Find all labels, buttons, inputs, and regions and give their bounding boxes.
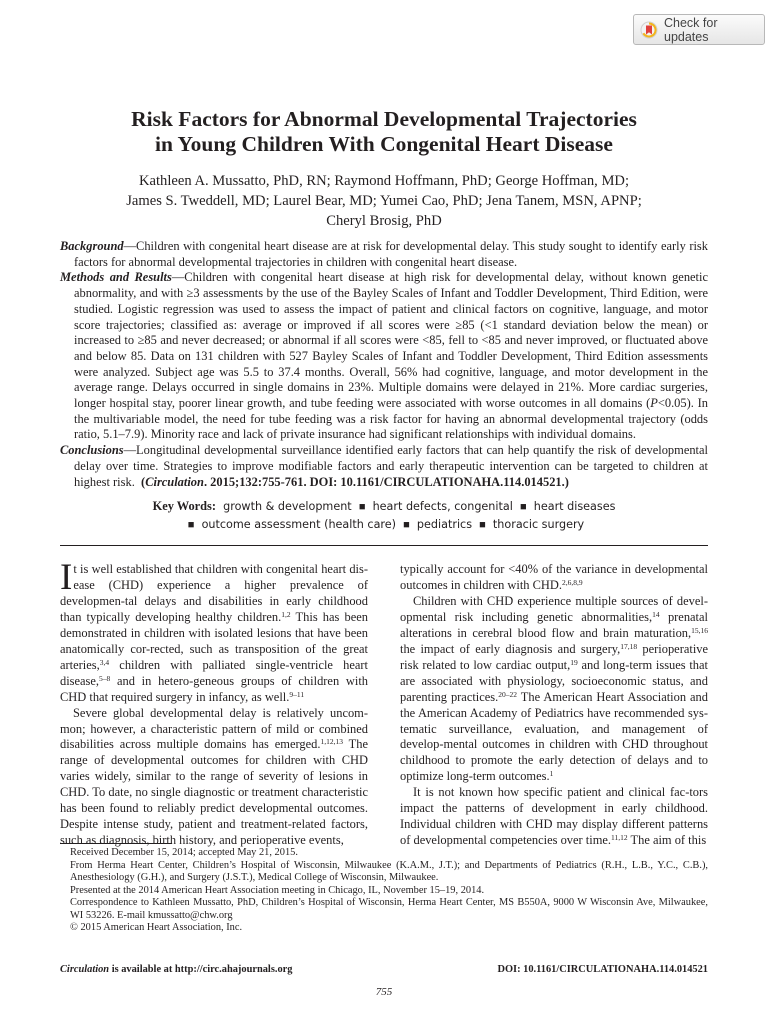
keyword: growth & development [223, 500, 352, 513]
footnotes [60, 847, 708, 935]
body-paragraph: It is well established that children with congenital heart dis-ease (CHD) experience a higher prevalence of developmen-tal delays and disabilities in early childhood than typically developing healthy children.$^{1,2}$ This has been demonstrated in children with isolated lesions that have been anatomically cor-rected, such as transposition of the great arteries,$^{3,4}$ children with palliated single-ventricle heart disease,$^{5-8}$ and in hetero-geneous groups of children with CHD that required surgery in infancy, as well.$^{9-11}$ [60, 557, 368, 704]
key-words-line-2 [60, 516, 708, 534]
bookmark-circle-icon [640, 21, 658, 39]
title-line-2: in Young Children With Congenital Heart Disease [155, 132, 613, 156]
keyword-separator: ■ [519, 501, 527, 513]
author-list [60, 171, 708, 231]
title-line-1: Risk Factors for Abnormal Developmental Trajectories [131, 107, 637, 131]
conclusions-heading: Conclusions [60, 443, 124, 458]
footnote-copyright: © 2015 American Heart Association, Inc. [70, 922, 243, 934]
footnote-presented: Presented at the 2014 American Heart Association meeting in Chicago, IL, November 15–19, 2014. [70, 884, 485, 896]
keyword: heart diseases [533, 500, 616, 513]
keyword-separator: ■ [187, 519, 195, 531]
background-heading: Background [60, 239, 124, 253]
body-paragraph: Severe global developmental delay is relatively uncom-mon; however, a characteristic pattern of mild or combined disabilities across multiple domains has emerged.$^{1,12,13}$ The range of developmental outcomes for children with CHD varies widely, similar to the range of severity of lesions in CHD. To date, no single diagnostic or treatment characteristic has been found to reliably predict developmental outcomes. Despite intense study, patient and treatment-related factors, such as diagnosis, birth history, and perioperative events, [60, 705, 368, 848]
body-paragraph: Children with CHD experience multiple sources of devel-opmental risk including genetic abnormalities,$^{14}$ prenatal alterations in cerebral blood flow and brain maturation,$^{15,16}$ the impact of early diagnosis and surgery,$^{17,18}$ perioperative risk related to low cardiac output,$^{19}$ and long-term issues that are associated with physiology, socioeconomic status, and parenting practices.$^{20-22}$ The American Heart Association and the American Academy of Pediatrics have recommended sys-tematic surveillance, evaluation, and management of develop-mental outcomes in children with CHD throughout childhood to promote the early detection of delays and to optimize long-term outcomes.$^1$ [400, 593, 709, 784]
footnote-divider [60, 843, 172, 844]
footnote-received: Received December 15, 2014; accepted May 21, 2015. [70, 847, 298, 858]
body-paragraph: It is not known how specific patient and clinical fac-tors impact the patterns of development in early childhood. Individual children with CHD may display different patterns of developmental competencies over time.$^{11,12}$ The aim of this [400, 785, 708, 848]
methods-results-heading: Methods and Results [60, 270, 172, 285]
check-for-updates-label: Check for updates [664, 15, 718, 44]
keyword: pediatrics [416, 518, 473, 531]
abstract-conclusions: Conclusions—Longitudinal developmental surveillance identified early factors that can help quantify the risk of developmental delay over time. Strategies to improve modifiable factors and early therapeutic intervention can be targeted to children at highest risk. (Circulation. 2015;132:755-761. DOI: 10.1161/CIRCULATIONAHA.114.014521.) [60, 443, 708, 489]
article-title [60, 107, 708, 157]
keyword-separator: ■ [403, 519, 410, 531]
body-paragraph: typically account for <40% of the variance in developmental outcomes in children with CHD.$^{2,6,8,9}$ [400, 562, 708, 592]
keyword-separator: ■ [358, 501, 366, 513]
author-line-3: Cheryl Brosig, PhD [326, 213, 442, 229]
keyword: thoracic surgery [492, 518, 585, 531]
keyword: heart defects, congenital [372, 500, 513, 513]
author-line-1: Kathleen A. Mussatto, PhD, RN; Raymond Hoffmann, PhD; George Hoffman, MD; [138, 173, 630, 189]
citation: (Circulation. 2015;132:755-761. DOI: 10.1161/CIRCULATIONAHA.114.014521.) [141, 474, 569, 489]
section-divider [60, 545, 708, 546]
abstract-background: Background—Children with congenital heart disease are at risk for developmental delay. This study sought to identify early risk factors for abnormal developmental trajectories in children with congenital heart disease. [60, 239, 708, 269]
keyword-separator: ■ [479, 519, 486, 531]
body-column-left [60, 557, 368, 849]
drop-cap: I [60, 557, 73, 598]
check-for-updates-button[interactable] [633, 14, 765, 45]
keyword: outcome assessment (health care) [201, 518, 397, 531]
footnote-affiliations: From Herma Heart Center, Children’s Hospital of Wisconsin, Milwaukee (K.A.M., J.T.); and Departments of Pediatrics (R.H., L.B., Y.C., C.B.), Anesthesiology (G.H.), and Surgery (J.S.T.), Medical College of Wisconsin, Milwaukee. [70, 859, 708, 884]
key-words [60, 498, 708, 534]
page-number: 755 [375, 986, 393, 998]
footnote-correspondence: Correspondence to Kathleen Mussatto, PhD, Children’s Hospital of Wisconsin, Herma Heart Center, MS B550A, 9000 W Wisconsin Ave, Milwaukee, WI 53226. E-mail kmussatto@chw.org [70, 897, 708, 921]
journal-availability: Circulation is available at http://circ.ahajournals.org [60, 964, 293, 975]
body-column-right [400, 562, 708, 849]
key-words-label: Key Words: [152, 499, 217, 513]
abstract [60, 239, 708, 490]
footer-doi: DOI: 10.1161/CIRCULATIONAHA.114.014521 [497, 964, 708, 975]
abstract-methods-results: Methods and Results—Children with congenital heart disease at high risk for developmental delay, without known genetic abnormality, and with ≥3 assessments by the use of the Bayley Scales of Infant and Toddler Development, Third Edition, were studied. Logistic regression was used to assess the impact of patient and clinical factors on cognitive, language, and motor score trajectories; classified as: average or improved if all scores were ≥85 (<1 standard deviation below the mean) or increased to ≥85 and never decreased; or abnormal if all scores were <85, fell to <85 and never improved, or fluctuated above and below 85. Data on 131 children with 527 Bayley Scales of Infant and Toddler Development, Third Edition assessments were analyzed. Subject age was 5.5 to 37.4 months. Overall, 56% had cognitive, language, and motor development in the average range. Delays occurred in single domains in 23%. Multiple domains were delayed in 21%. More cardiac surgeries, longer hospital stay, poorer linear growth, and tube feeding were associated with worse outcomes in all domains (P<0.05). In the multivariable model, the need for tube feeding was a risk factor for having an abnormal developmental trajectory (odds ratio, 5.1–7.9). Minority race and lack of private insurance had significant relationships with individual domains. [60, 270, 708, 442]
key-words-line-1 [60, 498, 708, 516]
author-line-2: James S. Tweddell, MD; Laurel Bear, MD; Yumei Cao, PhD; Jena Tanem, MSN, APNP; [126, 193, 642, 209]
